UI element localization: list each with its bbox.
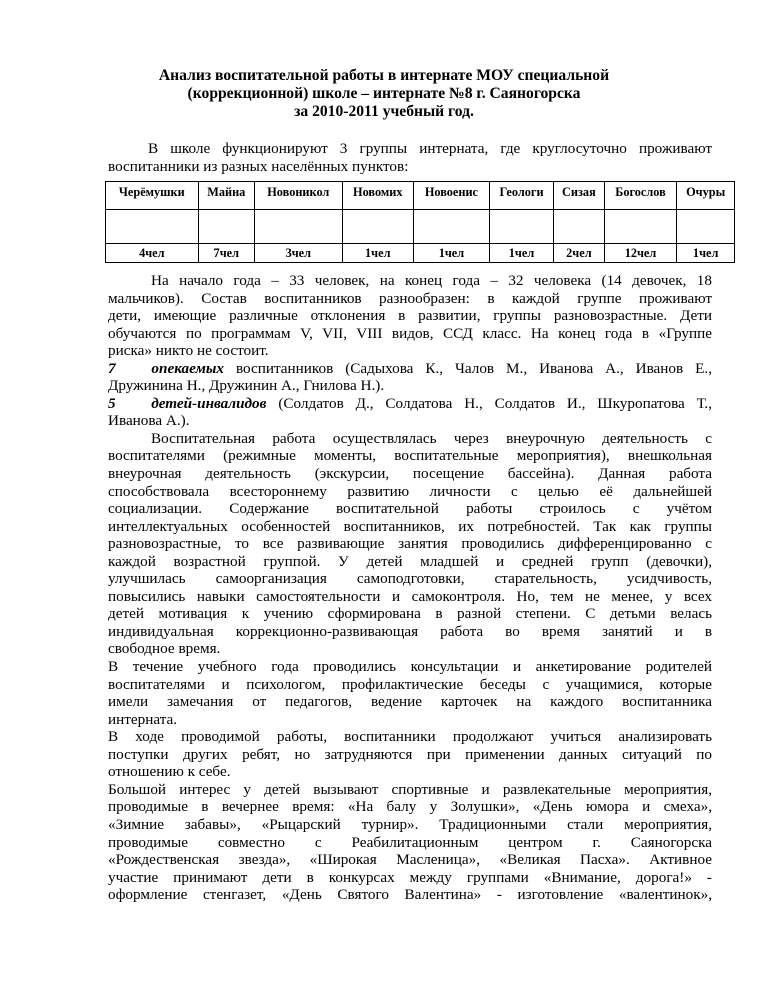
text-line: В ходе проводимой работы, воспитанники продолжают учиться анализировать — [108, 728, 712, 746]
table-header-cell: Майна — [198, 182, 254, 210]
text-line: обучаются по программам V, VII, VIII видов, ССД класс. На конец года в «Группе — [108, 324, 712, 342]
table-value-cell: 1чел — [489, 244, 553, 263]
text-line: детей мотивация к учению сформирована в разной степени. С детьми велась — [108, 605, 712, 623]
intro-paragraph — [108, 140, 712, 175]
table-value-cell: 3чел — [254, 244, 342, 263]
wards-list: воспитанников (Садыхова К., Чалов М., Иванова А., Иванов Е., — [235, 359, 712, 377]
disabled-count: 5 — [108, 394, 116, 412]
text-line: Иванова А.). — [108, 412, 190, 430]
wards-count: 7 — [108, 359, 116, 377]
text-line: каждой возрастной группой. У детей младшей и средней групп (девочки), — [108, 552, 712, 570]
text-line: интеллектуальных особенностей воспитанников, их потребностей. Так как группы — [108, 517, 712, 535]
table-header-cell: Новоникол — [254, 182, 342, 210]
text-line — [108, 360, 712, 378]
paragraph-consultations — [108, 658, 712, 728]
text-line: улучшилась самоорганизация самоподготовки, старательность, усидчивость, — [108, 570, 712, 588]
table-value-cell: 7чел — [198, 244, 254, 263]
paragraph-disabled — [108, 395, 712, 430]
text-line: воспитателями (режимные моменты, воспитательные мероприятия), внешкольная — [108, 447, 712, 465]
title-line-2: (коррекционной) школе – интернате №8 г. Саяногорска — [187, 85, 581, 102]
title-line-1: Анализ воспитательной работы в интернате МОУ специальной — [158, 67, 610, 84]
text-line: Дружинина Н., Дружинин А., Гнилова Н.). — [108, 377, 385, 395]
table-value-cell: 1чел — [413, 244, 489, 263]
disabled-list: (Солдатов Д., Солдатова Н., Солдатов И., Шкуропатова Т., — [278, 394, 713, 412]
intro-line: воспитанники из разных населённых пунктов: — [108, 157, 409, 175]
text-line: участие принимают дети в конкурсах между группами «Внимание, дорога!» - — [108, 868, 712, 886]
wards-label: опекаемых — [151, 359, 224, 377]
table-value-cell: 4чел — [106, 244, 199, 263]
table-value-cell: 1чел — [677, 244, 735, 263]
text-line: проводимые совместно с Реабилитационным центром г. Саяногорска — [108, 833, 712, 851]
text-line: «Рождественская звезда», «Широкая Масленица», «Великая Пасха». Активное — [108, 851, 712, 869]
table-values-row — [106, 244, 735, 263]
text-line: интерната. — [108, 710, 178, 728]
text-line: поступки других ребят, но затрудняются при применении данных ситуаций по — [108, 745, 712, 763]
table-header-cell: Новомих — [342, 182, 413, 210]
table-value-cell: 12чел — [604, 244, 677, 263]
text-line: воспитателями и психологом, профилактические беседы с учащимися, которые — [108, 675, 712, 693]
text-line: Большой интерес у детей вызывают спортивные и развлекательные мероприятия, — [108, 780, 712, 798]
text-line — [108, 395, 712, 413]
paragraph-analysis — [108, 728, 712, 781]
title-line-3: за 2010-2011 учебный год. — [294, 103, 474, 120]
text-line: внеурочная деятельность (экскурсии, посещение бассейна). Данная работа — [108, 465, 712, 483]
paragraph-work — [108, 430, 712, 658]
text-line: повысились навыки самостоятельности и самоконтроля. Но, тем не менее, у всех — [108, 587, 712, 605]
table-value-cell: 2чел — [554, 244, 605, 263]
text-line: проводимые в вечернее время: «На балу у Золушки», «День юмора и смеха», — [108, 798, 712, 816]
table-header-cell: Сизая — [554, 182, 605, 210]
table-row — [106, 210, 735, 244]
text-line: способствовала всестороннему развитию личности с целью её дальнейшей — [108, 482, 712, 500]
main-text — [108, 272, 712, 904]
table-header-cell: Черёмушки — [106, 182, 199, 210]
table-value-cell: 1чел — [342, 244, 413, 263]
text-line: В течение учебного года проводились консультации и анкетирование родителей — [108, 658, 712, 676]
text-line: дети, имеющие различные отклонения в развитии, группы разновозрастные. Дети — [108, 307, 712, 325]
groups-table — [105, 181, 735, 263]
table-header-cell: Новоенис — [413, 182, 489, 210]
text-line: На начало года – 33 человек, на конец года – 32 человека (14 девочек, 18 — [151, 272, 712, 289]
disabled-label: детей-инвалидов — [151, 394, 267, 412]
text-line: оформление стенгазет, «День Святого Валентина» - изготовление «валентинок», — [108, 886, 712, 904]
table-header-cell: Очуры — [677, 182, 735, 210]
text-line: мальчиков). Состав воспитанников разнообразен: в каждой группе проживают — [108, 289, 712, 307]
text-line: свободное время. — [108, 640, 221, 658]
table-header-cell: Геологи — [489, 182, 553, 210]
table-header-row — [106, 182, 735, 210]
paragraph-events — [108, 781, 712, 904]
table-header-cell: Богослов — [604, 182, 677, 210]
paragraph-wards — [108, 360, 712, 395]
text-line: социализации. Содержание воспитательной работы строилось с учётом — [108, 500, 712, 518]
text-line: индивидуальная коррекционно-развивающая работа во время занятий и в — [108, 622, 712, 640]
intro-line: В школе функционируют 3 группы интерната, где круглосуточно проживают — [148, 140, 712, 157]
document-title — [0, 67, 768, 121]
text-line: Воспитательная работа осуществлялась через внеурочную деятельность с — [151, 429, 712, 447]
paragraph-enrollment — [108, 272, 712, 360]
text-line: отношению к себе. — [108, 763, 231, 781]
text-line: имели замечания от педагогов, ведение карточек на каждого воспитанника — [108, 693, 712, 711]
text-line: «Зимние забавы», «Рыцарский турнир». Традиционными стали мероприятия, — [108, 815, 712, 833]
text-line: разновозрастные, то все развивающие занятия проводились дифференцированно с — [108, 535, 712, 553]
text-line: риска» никто не состоит. — [108, 342, 269, 360]
